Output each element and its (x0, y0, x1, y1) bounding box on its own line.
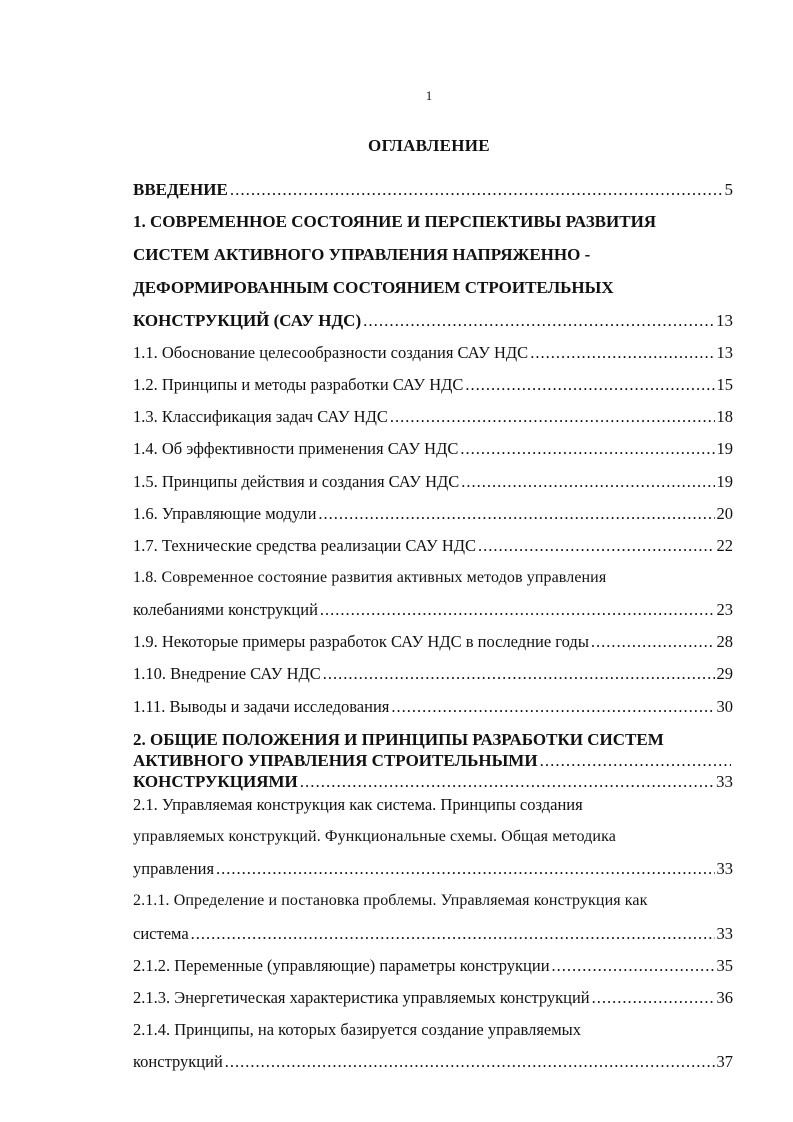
leader-dots (591, 634, 715, 651)
toc-entry-page: 22 (716, 536, 733, 555)
toc-entry-text: управления (133, 859, 215, 878)
leader-dots (478, 538, 714, 555)
toc-entry-2-1-1-line-2[interactable] (133, 926, 733, 943)
leader-dots (390, 409, 715, 426)
toc-entry-page: 33 (716, 924, 733, 943)
toc-entry-text: 1.2. Принципы и методы разработки САУ НДС (133, 375, 464, 394)
leader-dots (592, 990, 715, 1007)
toc-entry-text: ВВЕДЕНИЕ (133, 180, 228, 199)
toc-entry-2-1-line-1[interactable]: 2.1. Управляемая конструкция как система. Принципы создания (133, 795, 583, 814)
toc-entry-text: КОНСТРУКЦИЙ (САУ НДС) (133, 311, 362, 330)
toc-entry-intro[interactable] (133, 181, 733, 198)
toc-entry-text: АКТИВНОГО УПРАВЛЕНИЯ СТРОИТЕЛЬНЫМИ (133, 751, 538, 770)
leader-dots (461, 474, 714, 491)
toc-entry-1-8-line-1[interactable]: 1.8. Современное состояние развития активных методов управления (133, 569, 607, 586)
toc-chapter-1-line-4[interactable] (133, 312, 733, 329)
toc-chapter-2-line-2[interactable] (133, 752, 733, 769)
toc-entry-1-3[interactable] (133, 409, 733, 426)
toc-entry-1-9[interactable] (133, 634, 733, 651)
toc-entry-2-1-line-3[interactable] (133, 861, 733, 878)
toc-entry-text: 1.5. Принципы действия и создания САУ НДС (133, 472, 460, 491)
toc-entry-text: 1.3. Классификация задач САУ НДС (133, 407, 388, 426)
toc-chapter-2-line-3[interactable] (133, 773, 733, 790)
page-number: 1 (425, 88, 433, 103)
leader-dots (323, 666, 715, 683)
toc-entry-text: конструкций (133, 1052, 223, 1071)
leader-dots (391, 699, 714, 716)
toc-entry-text: 1.4. Об эффективности применения САУ НДС (133, 439, 459, 458)
leader-dots (216, 861, 714, 878)
toc-chapter-2-line-1[interactable]: 2. ОБЩИЕ ПОЛОЖЕНИЯ И ПРИНЦИПЫ РАЗРАБОТКИ СИСТЕМ (133, 730, 664, 749)
toc-entry-2-1-line-2[interactable]: управляемых конструкций. Функциональные схемы. Общая методика (133, 828, 616, 845)
toc-entry-text: 2.1.3. Энергетическая характеристика управляемых конструкций (133, 988, 590, 1007)
toc-entry-text: колебаниями конструкций (133, 600, 318, 619)
toc-entry-text: система (133, 924, 189, 943)
leader-dots (363, 312, 714, 329)
toc-entry-1-11[interactable] (133, 699, 733, 716)
toc-entry-page: 29 (716, 664, 733, 683)
toc-entry-2-1-4-line-2[interactable] (133, 1054, 733, 1071)
leader-dots (225, 1054, 715, 1071)
toc-entry-page: 18 (716, 407, 733, 426)
toc-entry-2-1-1-line-1[interactable]: 2.1.1. Определение и постановка проблемы. Управляемая конструкция как (133, 892, 648, 909)
leader-dots (460, 441, 714, 458)
toc-entry-text: 1.11. Выводы и задачи исследования (133, 697, 390, 716)
toc-entry-page: 15 (716, 375, 733, 394)
toc-entry-2-1-4-line-1[interactable]: 2.1.4. Принципы, на которых базируется создание управляемых (133, 1020, 582, 1039)
toc-entry-text: 2.1.2. Переменные (управляющие) параметры конструкции (133, 956, 550, 975)
toc-entry-1-10[interactable] (133, 666, 733, 683)
toc-entry-1-1[interactable] (133, 345, 733, 362)
toc-entry-page: 13 (716, 311, 733, 330)
toc-entry-text: 1.6. Управляющие модули (133, 504, 317, 523)
toc-entry-page: 37 (716, 1052, 733, 1071)
leader-dots (320, 602, 715, 619)
toc-entry-page: 33 (716, 859, 733, 878)
toc-entry-text: 1.7. Технические средства реализации САУ НДС (133, 536, 477, 555)
toc-entry-page: 19 (716, 439, 733, 458)
toc-entry-page: 19 (716, 472, 733, 491)
toc-entry-1-7[interactable] (133, 538, 733, 555)
toc-entry-1-4[interactable] (133, 441, 733, 458)
toc-entry-page: 23 (716, 600, 733, 619)
toc-entry-page: 35 (716, 956, 733, 975)
toc-entry-1-6[interactable] (133, 506, 733, 523)
toc-entry-text: КОНСТРУКЦИЯМИ (133, 772, 298, 791)
leader-dots (300, 773, 714, 790)
toc-entry-text: 1.10. Внедрение САУ НДС (133, 664, 321, 683)
toc-entry-page: 36 (716, 988, 733, 1007)
toc-entry-text: 1.9. Некоторые примеры разработок САУ НДС в последние годы (133, 632, 589, 651)
leader-dots (230, 181, 723, 198)
page-title: ОГЛАВЛЕНИЕ (368, 136, 490, 155)
leader-dots (318, 506, 714, 523)
leader-dots (530, 345, 714, 362)
leader-dots (191, 926, 715, 943)
toc-entry-1-8-line-2[interactable] (133, 602, 733, 619)
toc-chapter-1-line-1[interactable]: 1. СОВРЕМЕННОЕ СОСТОЯНИЕ И ПЕРСПЕКТИВЫ РАЗВИТИЯ (133, 212, 657, 231)
toc-entry-page: 20 (716, 504, 733, 523)
toc-entry-text: 1.1. Обоснование целесообразности создания САУ НДС (133, 343, 529, 362)
toc-chapter-1-line-3[interactable]: ДЕФОРМИРОВАННЫМ СОСТОЯНИЕМ СТРОИТЕЛЬНЫХ (133, 278, 614, 297)
toc-entry-page: 28 (716, 632, 733, 651)
leader-dots (540, 752, 731, 769)
toc-entry-1-2[interactable] (133, 377, 733, 394)
toc-chapter-1-line-2[interactable]: СИСТЕМ АКТИВНОГО УПРАВЛЕНИЯ НАПРЯЖЕННО - (133, 245, 591, 264)
toc-entry-page: 13 (716, 343, 733, 362)
toc-entry-2-1-2[interactable] (133, 958, 733, 975)
toc-entry-2-1-3[interactable] (133, 990, 733, 1007)
toc-entry-page: 30 (716, 697, 733, 716)
leader-dots (465, 377, 714, 394)
toc-entry-1-5[interactable] (133, 474, 733, 491)
toc-entry-page: 33 (716, 772, 733, 791)
leader-dots (552, 958, 715, 975)
toc-entry-page: 5 (724, 180, 733, 199)
